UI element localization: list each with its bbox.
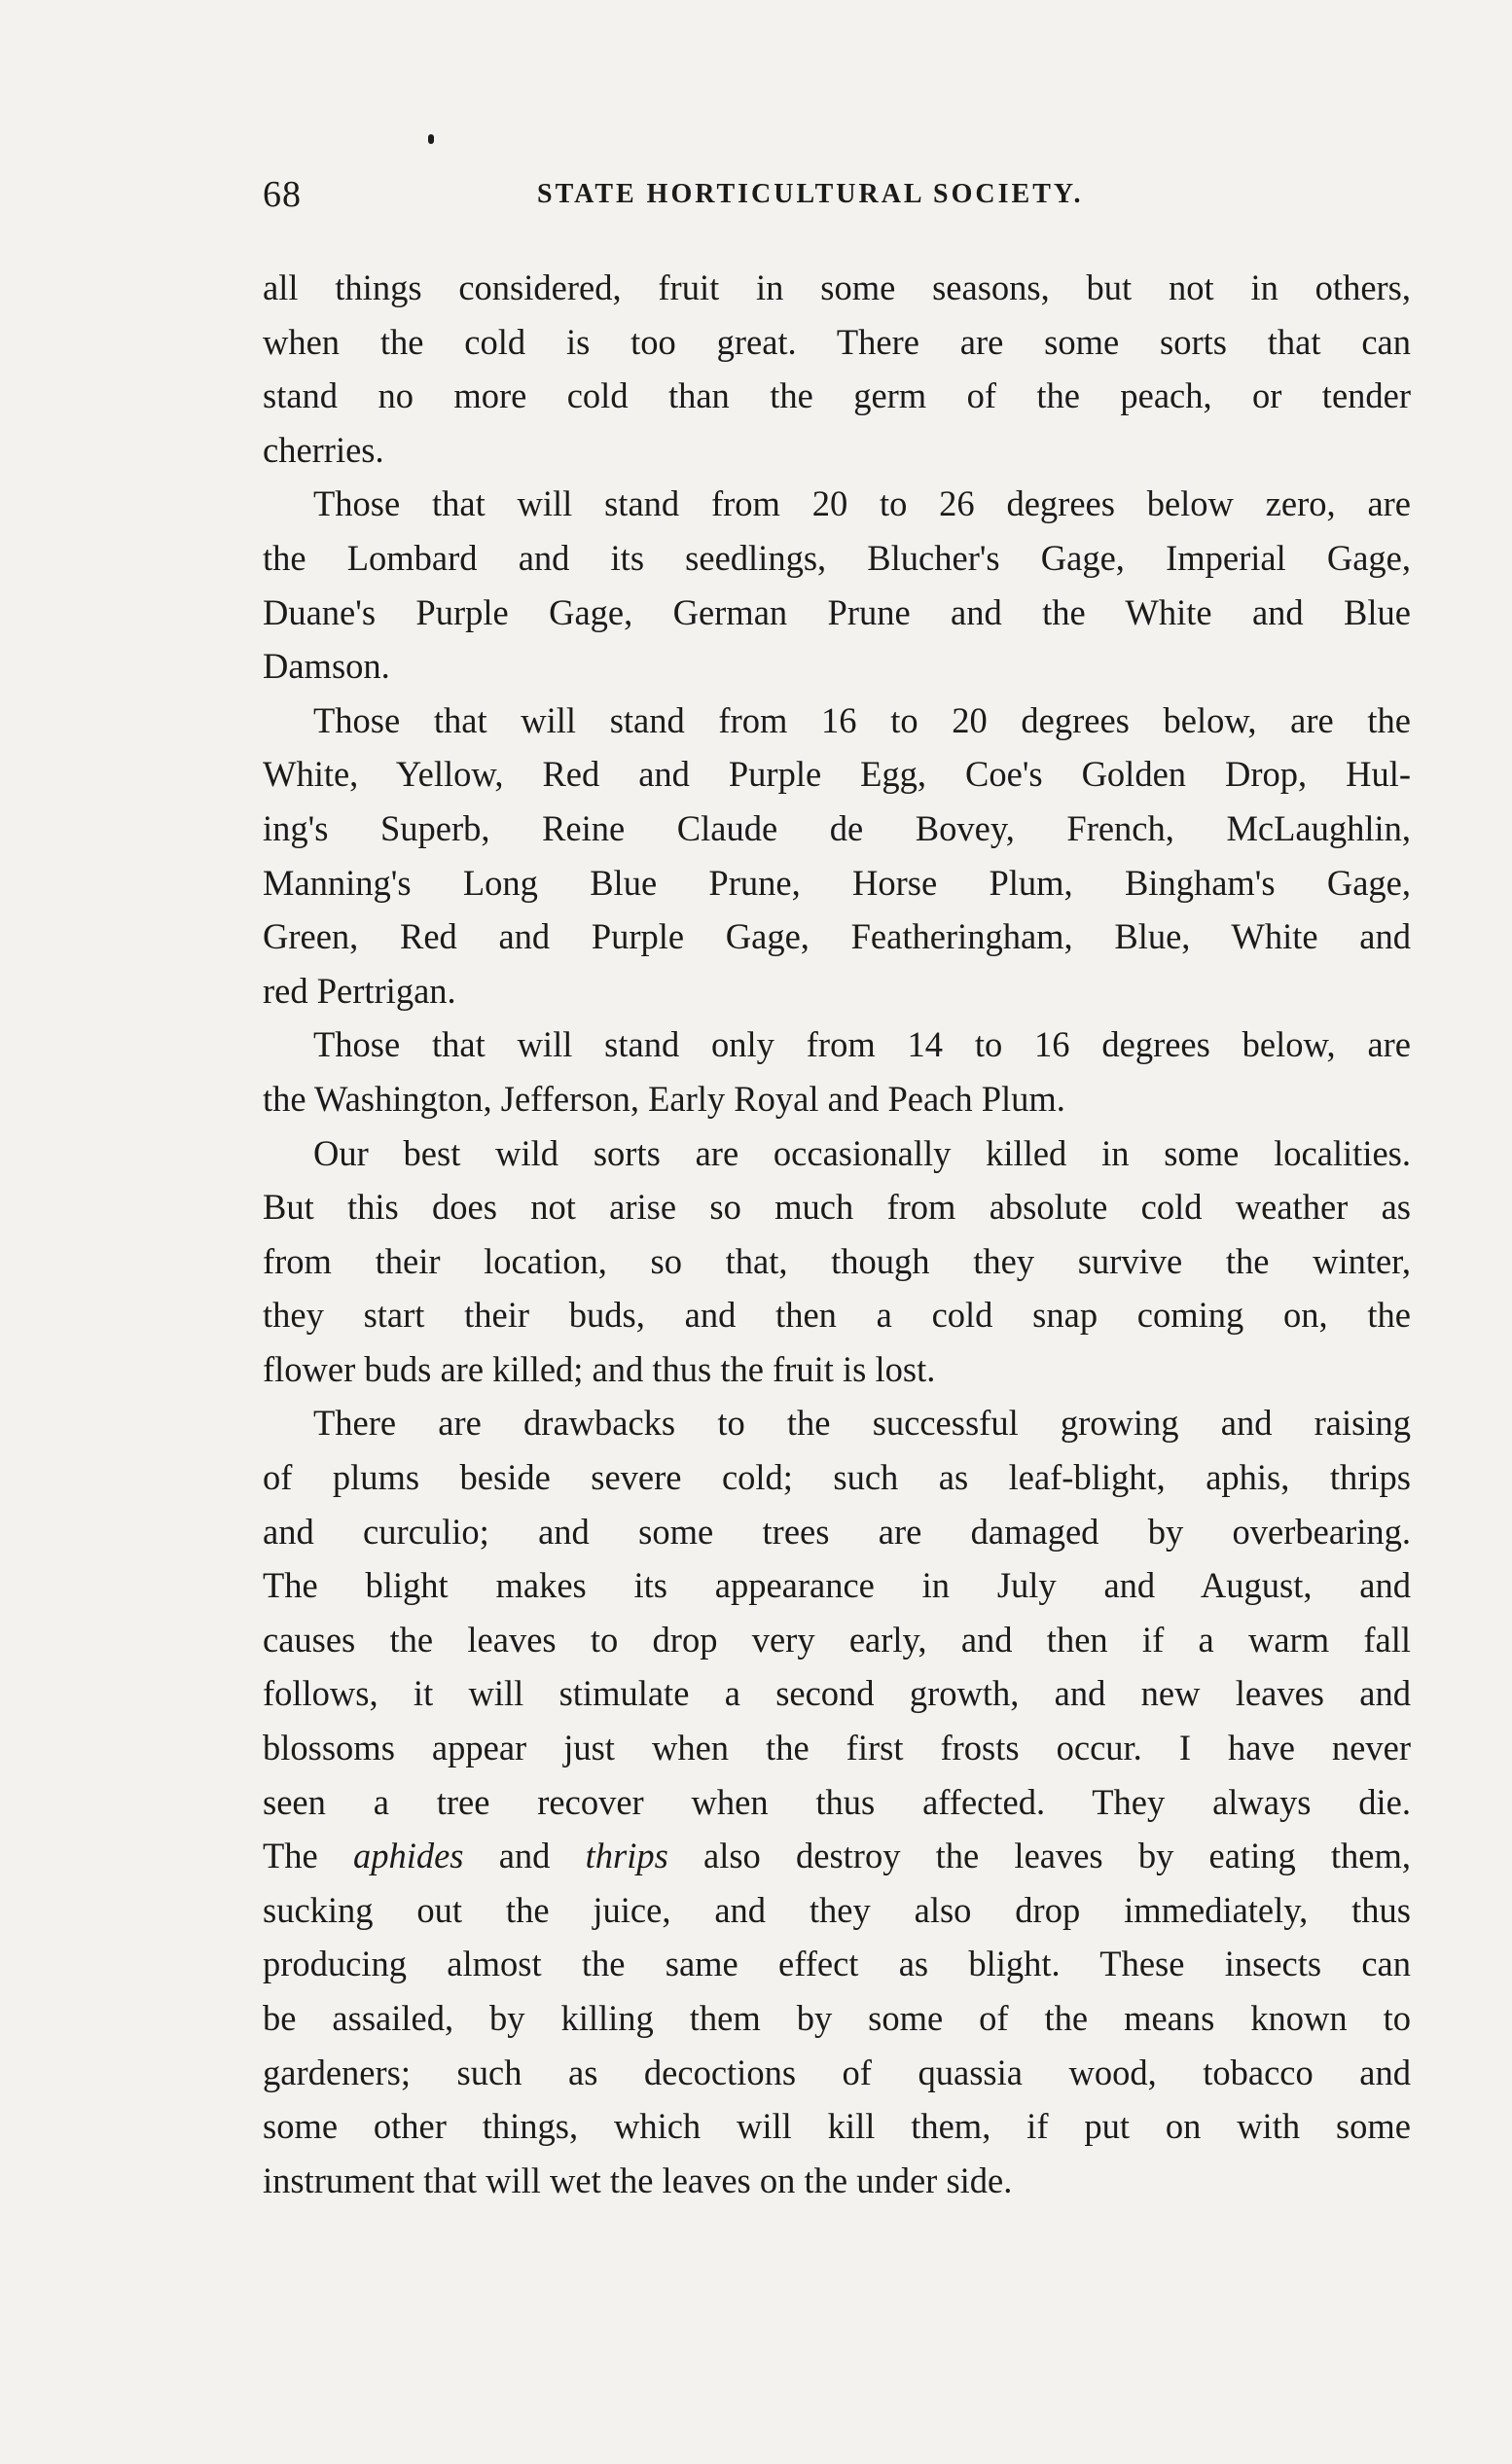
text-line: all things considered, fruit in some seasons, but not in others, [263,268,1411,307]
text-line: red Pertrigan. [263,970,456,1011]
italic-term-thrips: thrips [585,1836,668,1876]
text-line: blossoms appear just when the first frosts occur. I have never [263,1728,1411,1768]
text-line-with-italics [263,1829,1411,1883]
text-line: The blight makes its appearance in July and August, and [263,1565,1411,1606]
text-line: producing almost the same effect as blight. These insects can [263,1944,1411,1984]
text-line: Manning's Long Blue Prune, Horse Plum, Bingham's Gage, [263,862,1411,903]
text-line: There are drawbacks to the successful growing and raising [313,1403,1411,1444]
page-number: 68 [263,174,302,215]
text-line: Damson. [263,646,390,687]
text-line: when the cold is too great. There are some sorts that can [263,321,1411,362]
text-segment: The [263,1836,353,1876]
text-line: Those that will stand from 16 to 20 degrees below, are the [313,699,1411,740]
text-line: causes the leaves to drop very early, and then if a warm fall [263,1619,1411,1660]
text-segment: and [463,1836,586,1876]
text-line: and curculio; and some trees are damaged by overbearing. [263,1511,1411,1552]
italic-term-aphides: aphides [352,1836,464,1876]
body-text [263,261,1411,2207]
text-line: ing's Superb, Reine Claude de Bovey, French, McLaughlin, [263,807,1411,848]
text-segment: also destroy the leaves by eating them, [667,1836,1412,1876]
text-line: Those that will stand only from 14 to 16 degrees below, are [313,1024,1411,1065]
text-line: Our best wild sorts are occasionally killed in some localities. [313,1132,1411,1173]
text-line: be assailed, by killing them by some of the means known to [263,1998,1411,2038]
text-line: instrument that will wet the leaves on the under side. [263,2160,1013,2200]
text-line: the Lombard and its seedlings, Blucher's Gage, Imperial Gage, [263,537,1411,578]
running-head [263,173,1411,222]
text-line: the Washington, Jefferson, Early Royal and Peach Plum. [263,1078,1065,1119]
text-line: of plums beside severe cold; such as leaf-blight, aphis, thrips [263,1457,1411,1498]
text-line: But this does not arise so much from absolute cold weather as [263,1187,1411,1228]
text-line: gardeners; such as decoctions of quassia wood, tobacco and [263,2052,1411,2092]
text-line: from their location, so that, though they survive the winter, [263,1240,1411,1281]
text-line: Those that will stand from 20 to 26 degrees below zero, are [313,483,1411,524]
text-line: sucking out the juice, and they also drop immediately, thus [263,1889,1411,1930]
text-line: cherries. [263,429,384,470]
text-line: White, Yellow, Red and Purple Egg, Coe's Golden Drop, Hul- [263,754,1411,795]
stray-ink-mark [428,134,434,144]
text-line: Duane's Purple Gage, German Prune and the White and Blue [263,591,1411,632]
text-line: flower buds are killed; and thus the fruit is lost. [263,1348,936,1389]
text-line: seen a tree recover when thus affected. They always die. [263,1781,1411,1822]
text-line: Green, Red and Purple Gage, Featheringham, Blue, White and [263,916,1411,957]
text-line: follows, it will stimulate a second growth, and new leaves and [263,1673,1411,1714]
text-line: they start their buds, and then a cold snap coming on, the [263,1295,1411,1336]
text-line: some other things, which will kill them, if put on with some [263,2106,1411,2147]
text-line: stand no more cold than the germ of the peach, or tender [263,375,1411,416]
running-title: STATE HORTICULTURAL SOCIETY. [537,179,1084,209]
